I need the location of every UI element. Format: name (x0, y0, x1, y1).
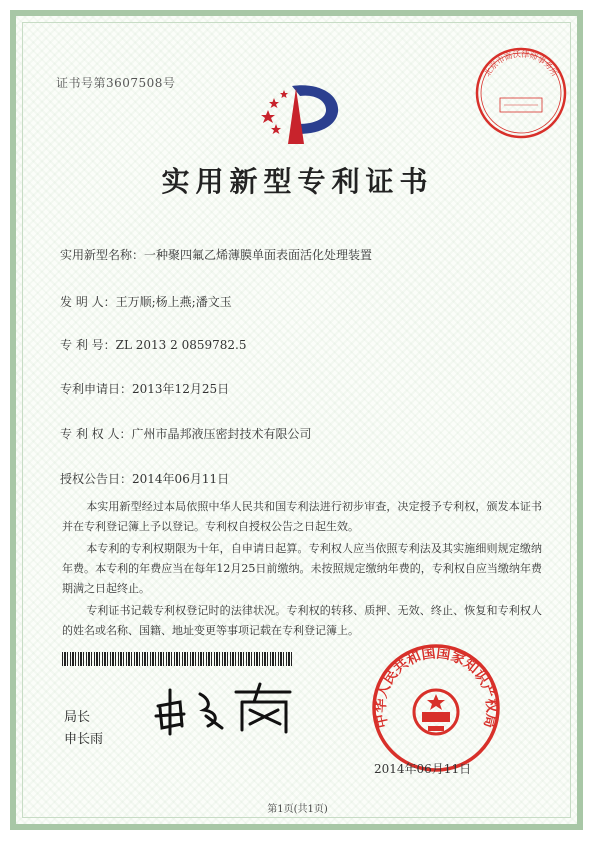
logo-star-icon (271, 124, 281, 134)
field-utility-model-name (60, 246, 372, 263)
field-label: 发 明 人： (60, 295, 116, 309)
signature-stroke (156, 690, 184, 734)
signature-title: 局长 (64, 710, 91, 725)
field-label: 实用新型名称： (60, 248, 145, 262)
certificate-body (62, 497, 542, 643)
field-label: 授权公告日： (60, 472, 133, 486)
page-title: 实用新型专利证书 (161, 165, 434, 198)
signature-stroke (200, 694, 222, 728)
field-grant-date (60, 470, 229, 487)
field-value: ZL 2013 2 0859782.5 (115, 338, 247, 352)
signature-stroke (236, 684, 290, 732)
field-patent-number (60, 336, 246, 353)
logo-star-icon (280, 90, 288, 98)
patent-office-logo-icon (258, 80, 344, 146)
field-label: 专 利 权 人： (60, 427, 132, 441)
body-paragraph: 本专利的专利权期限为十年，自申请日起算。专利权人应当依照专利法及其实施细则规定缴纳年费。本专利的年费应当在每年12月25日前缴纳。未按照规定缴纳年费的，专利权自应当缴纳年费期满之日起终止。 (62, 542, 542, 595)
certificate-number: 证书号第3607508号 (56, 76, 176, 90)
field-value: 2013年12月25日 (132, 382, 230, 396)
official-seal (370, 642, 502, 774)
signature-name: 申长雨 (64, 732, 104, 747)
emblem-gate (422, 712, 450, 722)
field-filing-date (60, 380, 229, 397)
agency-seal-text: 北京市高沃律师事务所 (482, 49, 560, 79)
barcode (62, 652, 294, 666)
national-emblem-icon (414, 690, 458, 734)
field-value: 一种聚四氟乙烯薄膜单面表面活化处理装置 (144, 248, 373, 262)
logo-star-icon (269, 98, 279, 108)
agency-seal (474, 46, 568, 140)
field-label: 专 利 号： (60, 338, 116, 352)
field-value: 王万顺;杨上燕;潘文玉 (115, 295, 232, 309)
body-paragraph: 专利证书记载专利权登记时的法律状况。专利权的转移、质押、无效、终止、恢复和专利权人的姓名或名称、国籍、地址变更等事项记载在专利登记簿上。 (62, 604, 542, 637)
field-label: 专利申请日： (60, 382, 133, 396)
emblem-base (428, 726, 444, 731)
body-paragraph: 本实用新型经过本局依照中华人民共和国专利法进行初步审查，决定授予专利权，颁发本证书并在专利登记簿上予以登记。专利权自授权公告之日起生效。 (62, 500, 542, 533)
official-seal-text: 中华人民共和国国家知识产权局 (372, 645, 500, 730)
emblem-star-icon (427, 694, 445, 710)
field-patentee (60, 425, 311, 442)
director-signature (150, 676, 300, 736)
agency-seal-ring (477, 49, 565, 137)
logo-red-spike (288, 88, 304, 144)
field-value: 广州市晶邦液压密封技术有限公司 (131, 427, 312, 441)
field-value: 2014年06月11日 (132, 472, 230, 486)
field-inventor (60, 293, 232, 310)
page-number: 第1页(共1页) (267, 804, 328, 815)
logo-star-icon (261, 110, 275, 123)
seal-date: 2014年06月11日 (374, 762, 472, 776)
